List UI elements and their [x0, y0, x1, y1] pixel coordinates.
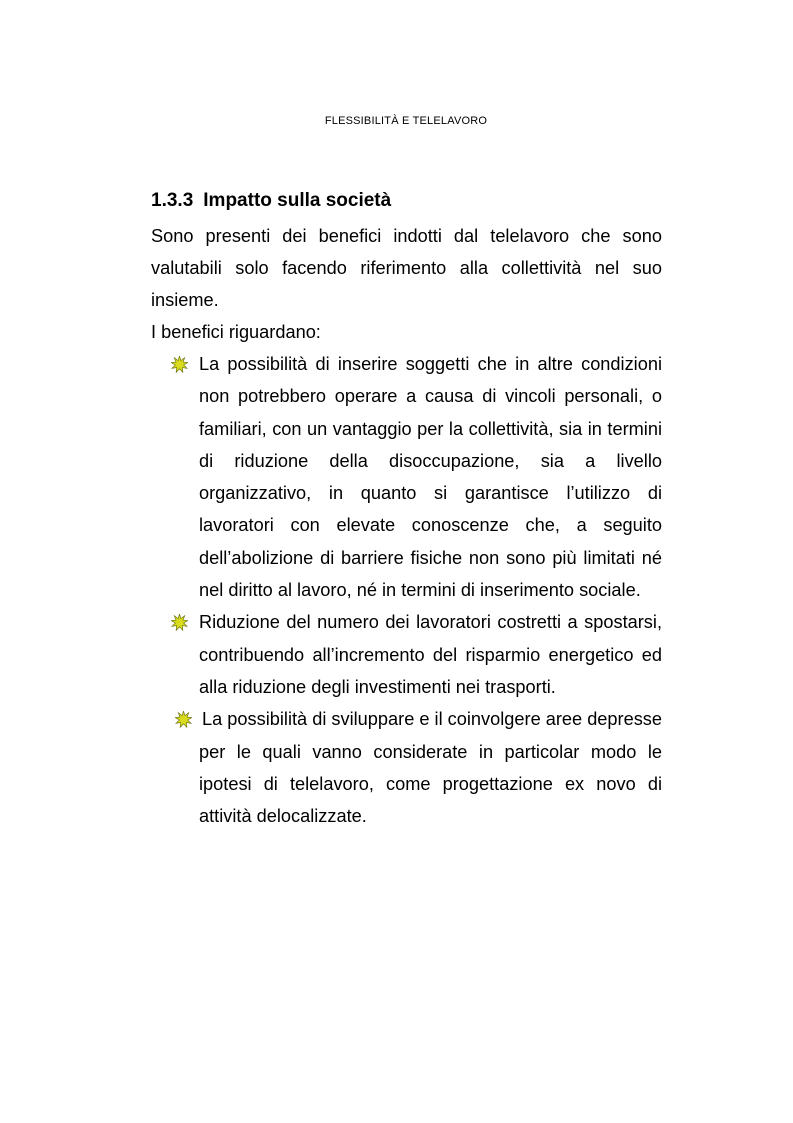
section-heading — [151, 186, 662, 216]
bullet-text: Riduzione del numero dei lavoratori costretti a spostarsi, contribuendo all’incremento del risparmio energetico ed alla riduzione degli investimenti nei trasporti. — [199, 612, 662, 697]
benefits-list — [151, 348, 662, 832]
sunburst-bullet-icon — [171, 614, 188, 631]
list-item — [151, 703, 662, 832]
section-number: 1.3.3 — [151, 190, 194, 211]
list-item — [151, 606, 662, 703]
page-body — [151, 186, 662, 832]
sunburst-bullet-icon — [171, 356, 188, 373]
list-item — [151, 348, 662, 606]
intro-paragraph: Sono presenti dei benefici indotti dal telelavoro che sono valutabili solo facendo riferimento alla collettività nel suo insieme. — [151, 226, 662, 310]
bullet-text: La possibilità di sviluppare e il coinvolgere aree depresse per le quali vanno considerate in particolar modo le ipotesi di telelavoro, come progettazione ex novo di attività delocalizzate. — [199, 709, 663, 827]
sunburst-bullet-icon — [175, 711, 192, 728]
running-header: FLESSIBILITÀ E TELELAVORO — [324, 115, 488, 127]
bullet-text: La possibilità di inserire soggetti che in altre condizioni non potrebbero operare a causa di vincoli personali, o familiari, con un vantaggio per la collettività, sia in termini di riduzione della disoccupazione, sia a livello organizzativo, in quanto si garantisce l’utilizzo di lavoratori con elevate conoscenze che, a seguito dell’abolizione di barriere fisiche non sono più limitati né nel diritto al lavoro, né in termini di inserimento sociale. — [199, 354, 662, 601]
intro-lead: I benefici riguardano: — [151, 322, 321, 342]
section-title: Impatto sulla società — [203, 190, 392, 211]
